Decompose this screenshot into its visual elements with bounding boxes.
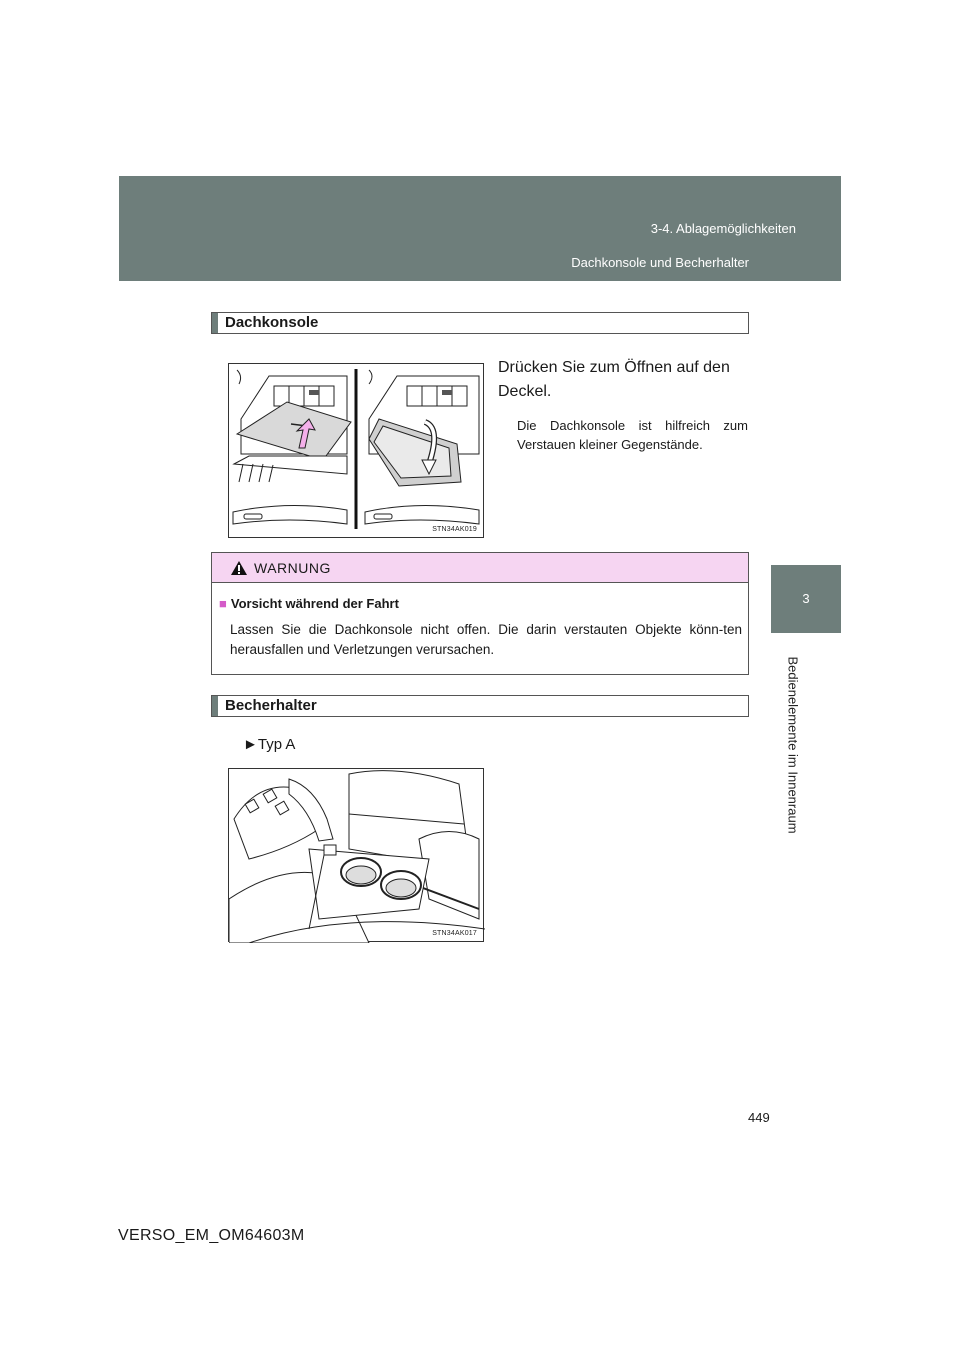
warning-box <box>211 552 749 675</box>
section-title: Dachkonsole und Becherhalter <box>571 255 749 270</box>
heading-label: Becherhalter <box>225 697 317 714</box>
document-code: VERSO_EM_OM64603M <box>118 1227 305 1244</box>
warning-item-title-text: Vorsicht während der Fahrt <box>230 596 399 611</box>
figure-code: STN34AK017 <box>432 930 477 937</box>
bullet-square-icon: ■ <box>219 596 227 611</box>
page-number: 449 <box>748 1110 770 1125</box>
warning-title: WARNUNG <box>254 560 331 576</box>
heading-label: Dachkonsole <box>225 314 319 331</box>
header-band <box>119 176 841 281</box>
warning-triangle-icon <box>230 560 248 576</box>
warning-item-text: Lassen Sie die Dachkonsole nicht offen. Die darin verstauten Objekte könn-ten herausfallen und Verletzungen verursachen. <box>230 622 742 657</box>
overhead-console-drawing <box>229 364 485 539</box>
type-label <box>243 736 295 753</box>
cup-holder-drawing <box>229 769 485 943</box>
type-label-text: Typ A <box>257 736 296 753</box>
figure-code: STN34AK019 <box>432 526 477 533</box>
chapter-tab-label <box>775 645 811 845</box>
section-heading-becherhalter <box>211 695 749 717</box>
chapter-tab-label-text: Bedienelemente im Innenraum <box>785 656 801 834</box>
instruction-text: Drücken Sie zum Öffnen auf den Deckel. <box>498 359 730 400</box>
warning-item-title <box>219 596 399 611</box>
chapter-tab-number: 3 <box>771 565 841 633</box>
chapter-title: 3-4. Ablagemöglichkeiten <box>650 221 796 236</box>
warning-header <box>212 553 748 583</box>
pointer-triangle-icon: ► <box>243 736 258 753</box>
overhead-console-illustration <box>228 363 484 538</box>
note-text: Die Dachkonsole ist hilfreich zum Verstauen kleiner Gegenstände. <box>517 418 748 452</box>
section-heading-dachkonsole <box>211 312 749 334</box>
cup-holder-illustration <box>228 768 484 942</box>
